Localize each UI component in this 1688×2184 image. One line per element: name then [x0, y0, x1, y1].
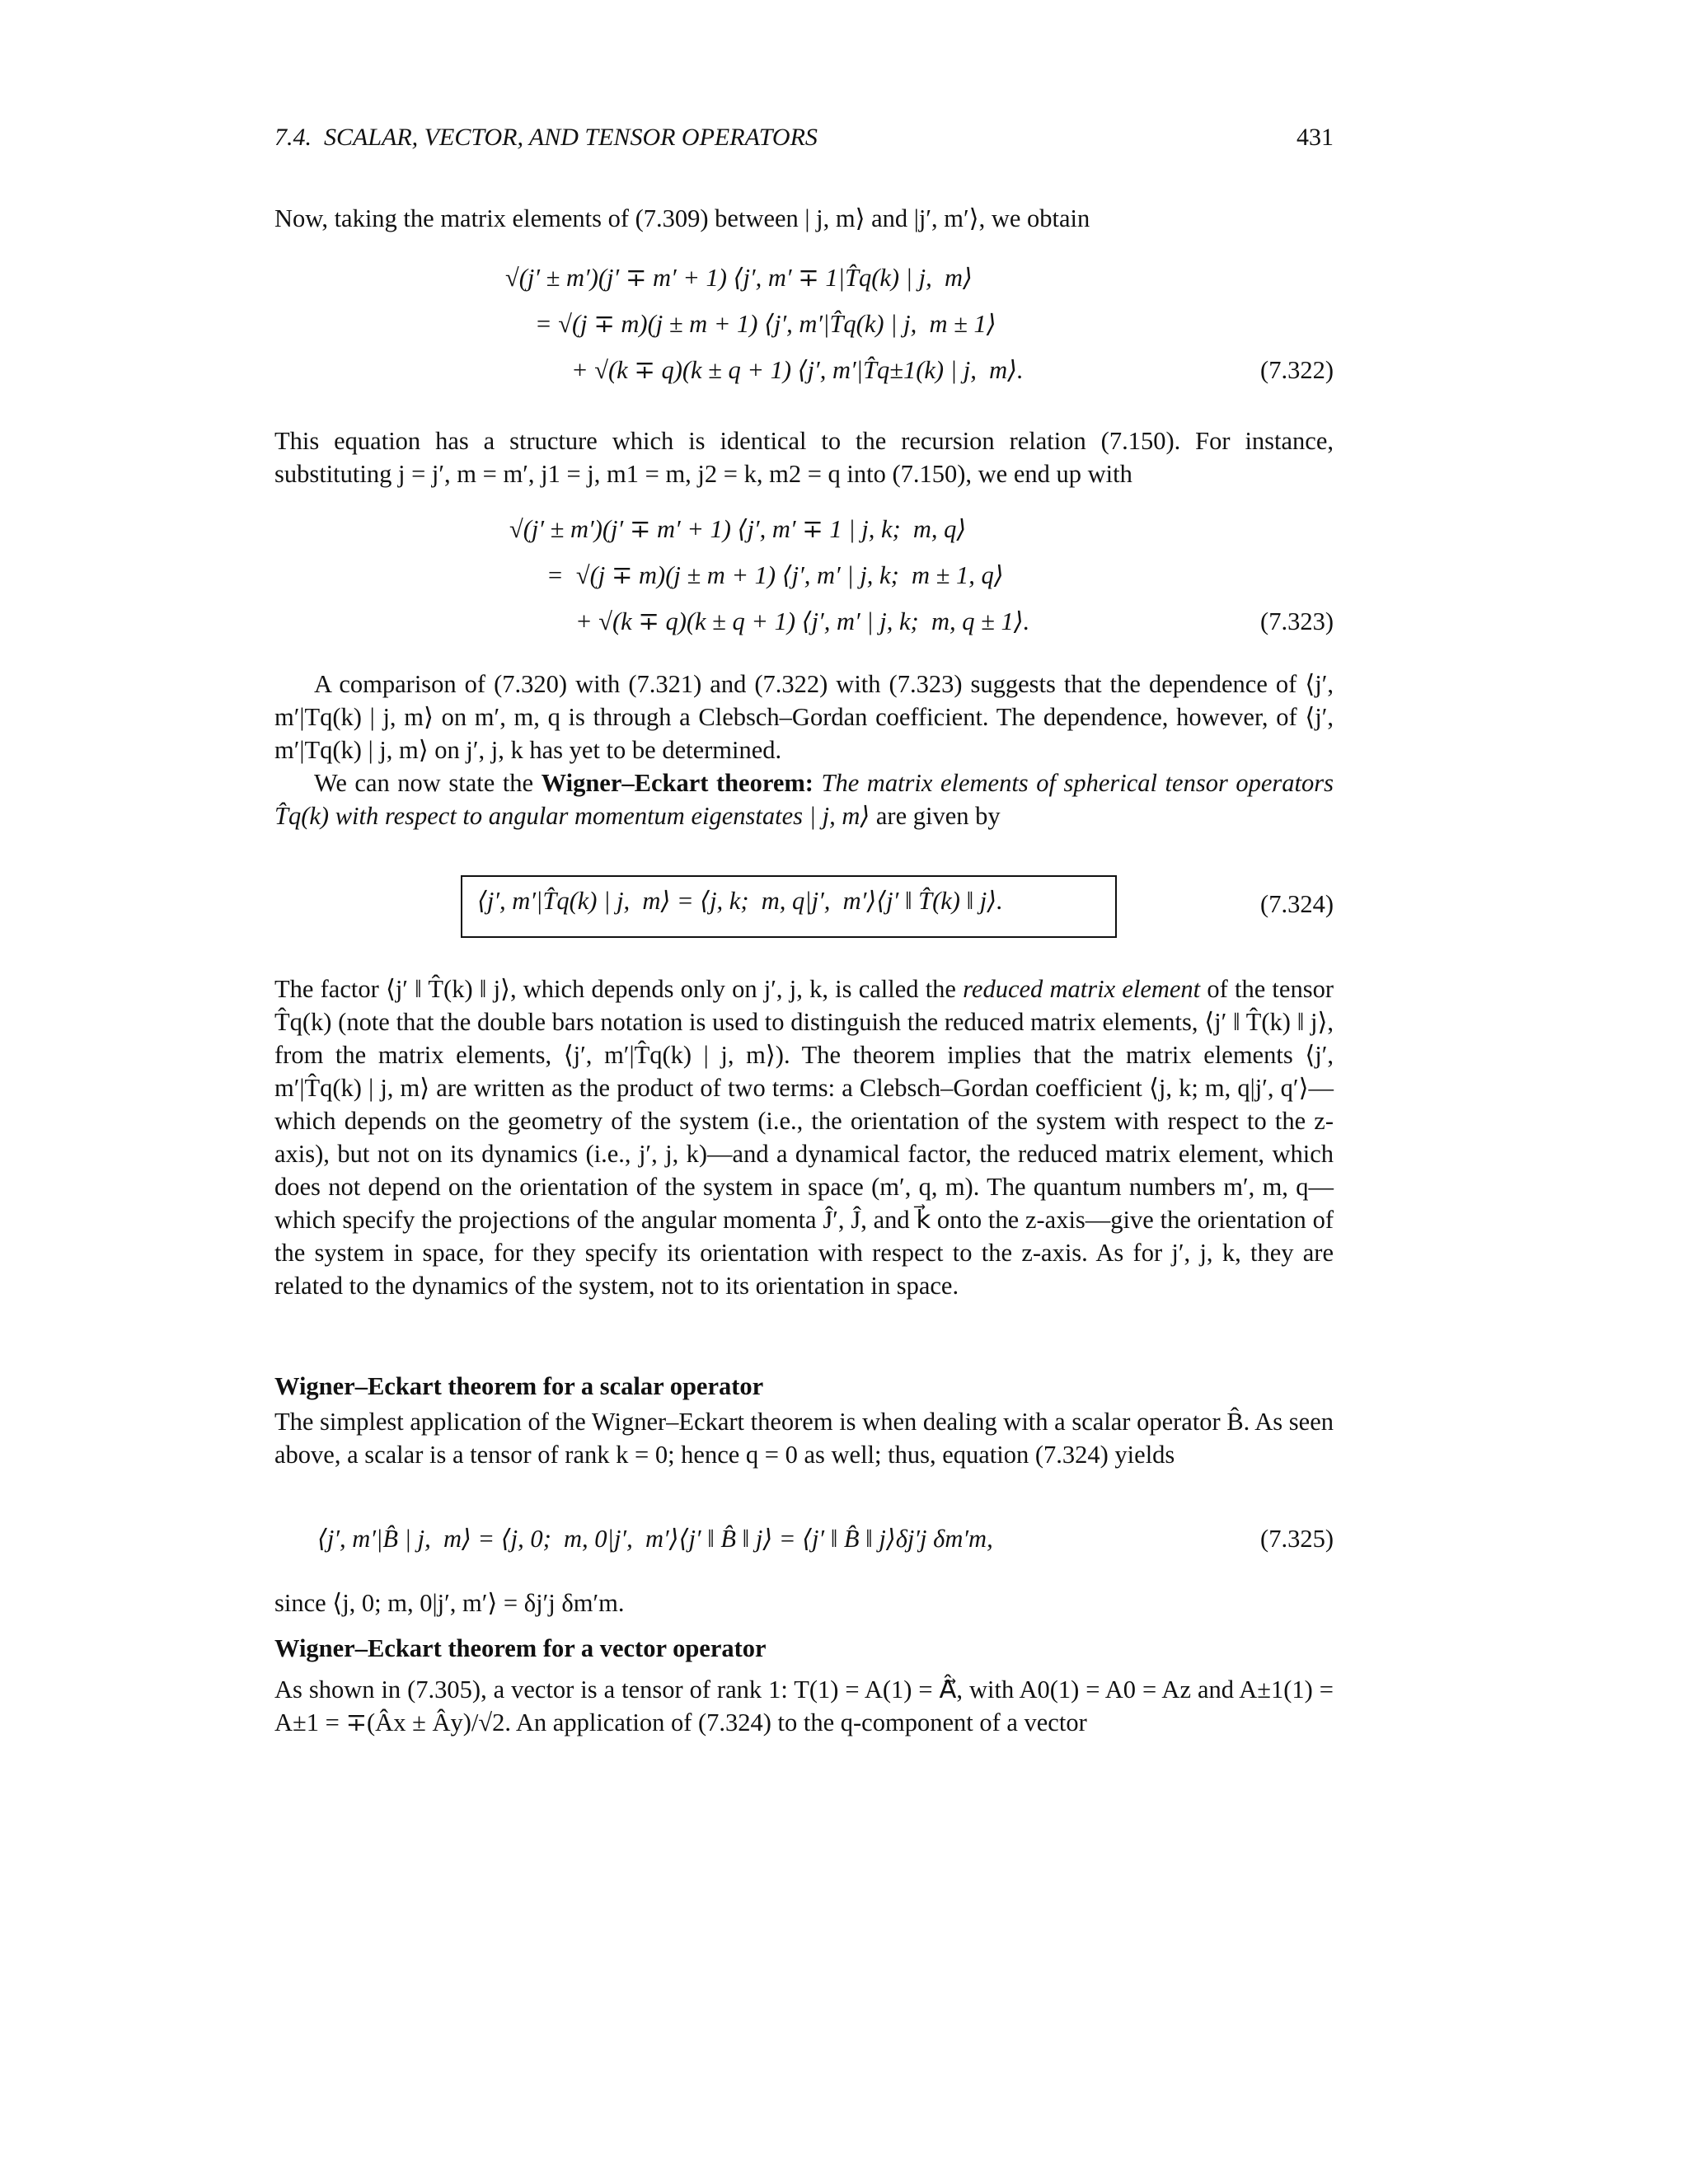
- theorem-intro: We can now state the: [314, 769, 542, 797]
- paragraph-since: [274, 1586, 1334, 1619]
- section-heading-scalar: Wigner–Eckart theorem for a scalar operator: [274, 1372, 764, 1400]
- paragraph-text: [274, 972, 1334, 1302]
- text-part: The factor ⟨j′ ‖ T̂(k) ‖ j⟩, which depends only on j′, j, k, is called the: [274, 975, 964, 1003]
- paragraph-comparison: [274, 668, 1334, 832]
- paragraph-text: since ⟨j, 0; m, 0|j′, m′⟩ = δj′j δm′m.: [274, 1589, 625, 1617]
- paragraph-recursion: [274, 424, 1334, 490]
- equation-7-325: [274, 1525, 1334, 1566]
- equation-number: (7.325): [1260, 1525, 1334, 1553]
- equation-line: √(j′ ± m′)(j′ ∓ m′ + 1) ⟨j′, m′ ∓ 1 | j, k; m, q⟩: [509, 515, 967, 543]
- theorem-tail: are given by: [870, 802, 1001, 830]
- section-title: 7.4. SCALAR, VECTOR, AND TENSOR OPERATORS: [274, 124, 818, 151]
- equation-line: = √(j ∓ m)(j ± m + 1) ⟨j′, m′ | j, k; m ± 1, q⟩: [546, 561, 1004, 589]
- page-number: 431: [1296, 124, 1334, 151]
- paragraph-reduced-matrix: [274, 972, 1334, 1302]
- theorem-statement: [274, 766, 1334, 832]
- equation-line: ⟨j′, m′|T̂q(k) | j, m⟩ = ⟨j, k; m, q|j′, m′⟩⟨j′ ‖ T̂(k) ‖ j⟩.: [477, 887, 1003, 915]
- section-heading-vector: Wigner–Eckart theorem for a vector operator: [274, 1634, 767, 1662]
- theorem-name: Wigner–Eckart theorem:: [541, 769, 814, 797]
- equation-line: √(j′ ± m′)(j′ ∓ m′ + 1) ⟨j′, m′ ∓ 1|T̂q(k) | j, m⟩: [505, 264, 973, 292]
- equation-7-322: [274, 264, 1334, 404]
- equation-number: (7.322): [1260, 356, 1334, 384]
- paragraph-text: This equation has a structure which is identical to the recursion relation (7.150). For instance, substituting j = j′, m = m′, j1 = j, m1 = m, j2 = k, m2 = q into (7.150), we end up with: [274, 427, 1334, 488]
- paragraph-vector: [274, 1673, 1334, 1739]
- boxed-equation: [461, 875, 1117, 938]
- equation-line: ⟨j′, m′|B̂ | j, m⟩ = ⟨j, 0; m, 0|j′, m′⟩⟨j′ ‖ B̂ ‖ j⟩ = ⟨j′ ‖ B̂ ‖ j⟩δj′j δm′m,: [317, 1525, 993, 1553]
- paragraph-text: Now, taking the matrix elements of (7.309) between | j, m⟩ and |j′, m′⟩, we obtain: [274, 204, 1090, 232]
- equation-number: (7.323): [1260, 607, 1334, 635]
- paragraph-text: A comparison of (7.320) with (7.321) and (7.322) with (7.323) suggests that the dependence of ⟨j′, m′|Tq(k) | j, m⟩ on m′, m, q is through a Clebsch–Gordan coefficient. The dependence, however, of ⟨j′, m′|Tq(k) | j, m⟩ on j′, j, k has yet to be determined.: [274, 670, 1334, 764]
- equation-7-324: [274, 887, 1334, 940]
- paragraph-scalar: [274, 1405, 1334, 1471]
- text-part: of the tensor T̂q(k) (note that the double bars notation is used to distinguish the reduced matrix elements, ⟨j′ ‖ T̂(k) ‖ j⟩, from the matrix elements, ⟨j′, m′|T̂q(k) | j, m⟩). The theorem implies that the matrix elements ⟨j′, m′|T̂q(k) | j, m⟩ are written as the product of two terms: a Clebsch–Gordan coefficient ⟨j, k; m, q|j′, q′⟩—which depends on the geometry of the system (i.e., the orientation of the system with respect to the z-axis), but not on its dynamics (i.e., j′, j, k)—and a dynamical factor, the reduced matrix element, which does not depend on the orientation of the system in space (m′, q, m). The quantum numbers m′, m, q—which specify the projections of the angular momenta Ĵ′, Ĵ, and k⃗ onto the z-axis—give the orientation of the system in space, for they specify its orientation with respect to the z-axis. As for j′, j, k, they are related to the dynamics of the system, not to its orientation in space.: [274, 975, 1334, 1300]
- equation-line: = √(j ∓ m)(j ± m + 1) ⟨j′, m′|T̂q(k) | j, m ± 1⟩: [535, 310, 996, 338]
- paragraph-text: As shown in (7.305), a vector is a tensor of rank 1: T(1) = A(1) = Â⃗, with A0(1) = A0 = Az and A±1(1) = A±1 = ∓(Âx ± Ây)/√2. An application of (7.324) to the q-component of a vector: [274, 1675, 1334, 1736]
- paragraph-intro: [274, 202, 1334, 235]
- equation-line: + √(k ∓ q)(k ± q + 1) ⟨j′, m′|T̂q±1(k) | j, m⟩.: [571, 356, 1024, 384]
- equation-line: + √(k ∓ q)(k ± q + 1) ⟨j′, m′ | j, k; m, q ± 1⟩.: [575, 607, 1030, 635]
- equation-number: (7.324): [1260, 890, 1334, 918]
- defined-term: reduced matrix element: [963, 975, 1201, 1003]
- paragraph-text: The simplest application of the Wigner–Eckart theorem is when dealing with a scalar operator B̂. As seen above, a scalar is a tensor of rank k = 0; hence q = 0 as well; thus, equation (7.324) yields: [274, 1408, 1334, 1469]
- theorem-text: The matrix elements of spherical tensor operators T̂q(k) with respect to angular momentum eigenstates | j, m⟩: [274, 769, 1334, 830]
- equation-7-323: [274, 515, 1334, 655]
- running-header: [274, 124, 1334, 160]
